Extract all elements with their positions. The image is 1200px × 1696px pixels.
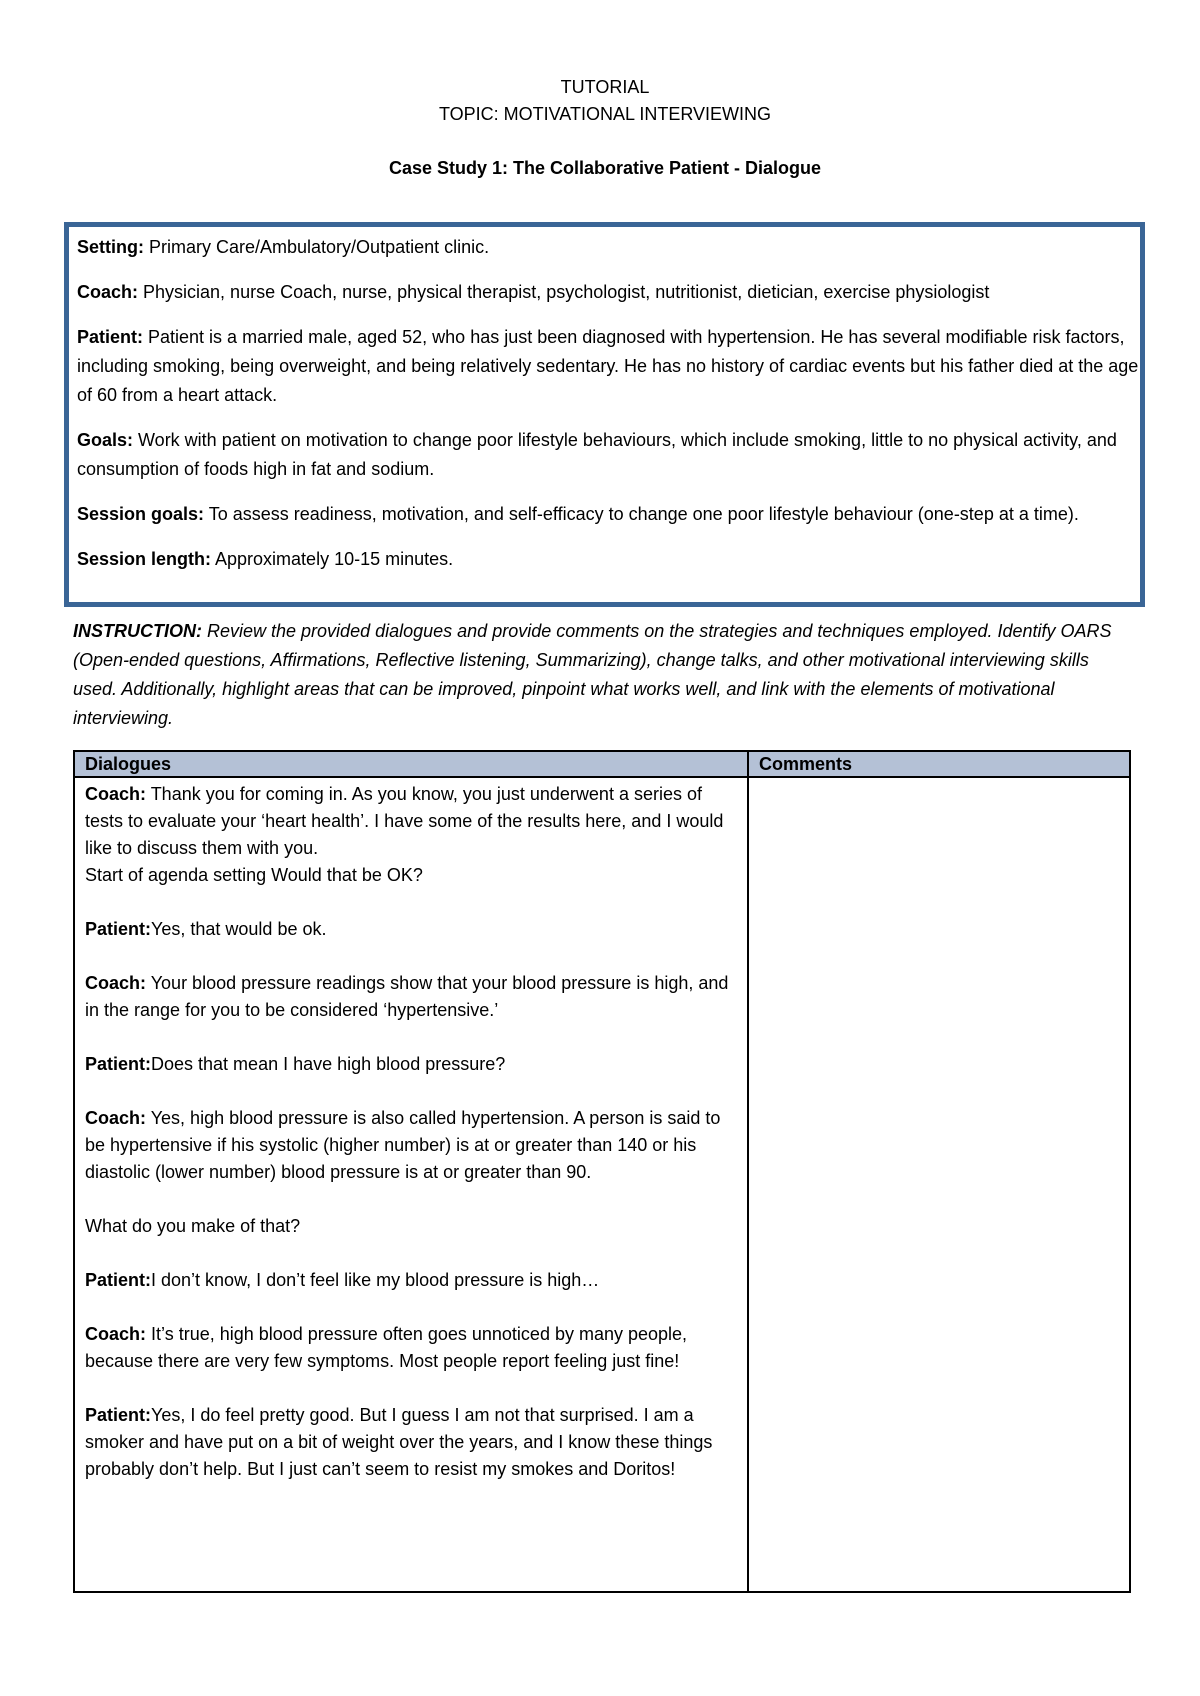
dialogue-text: Yes, high blood pressure is also called hypertension. A person is said to be hypertensive if his systolic (higher number) is at or greater than 140 or his diastolic (lower number) blood pressure is at or greater than 90. — [85, 1108, 721, 1182]
dialogue-text: Does that mean I have high blood pressure? — [151, 1054, 506, 1074]
topic-heading: TOPIC: MOTIVATIONAL INTERVIEWING — [438, 104, 772, 124]
instruction-text: Review the provided dialogues and provide comments on the strategies and techniques employed. Identify OARS (Open-ended questions, Affirmations, Reflective listening, Summarizing), change talks, and other motivational interviewing skills used. Additionally, highlight areas that can be improved, pinpoint what works well, and link with the elements of motivational interviewing. — [73, 621, 1112, 728]
speaker-label: Coach: — [85, 973, 147, 993]
goals-line — [77, 426, 1140, 484]
session-length-text: Approximately 10-15 minutes. — [211, 549, 454, 569]
instruction-paragraph — [73, 617, 1133, 733]
dialogue-text: Your blood pressure readings show that your blood pressure is high, and in the range for you to be considered ‘hypertensive.’ — [85, 973, 729, 1020]
dialogue-text: Yes, that would be ok. — [151, 919, 327, 939]
speaker-label: Coach: — [85, 784, 147, 804]
tutorial-heading: TUTORIAL — [560, 77, 650, 97]
session-goals-line — [77, 500, 1140, 529]
dialogues-cell — [74, 777, 748, 1592]
comments-column-header: Comments — [748, 751, 1130, 777]
speaker-label: Patient: — [85, 1270, 152, 1290]
session-length-label: Session length: — [77, 549, 212, 569]
dialogue-text: Thank you for coming in. As you know, you just underwent a series of tests to evaluate your ‘heart health’. I have some of the results here, and I would like to discuss them with you. — [85, 784, 724, 858]
dialogue-text: I don’t know, I don’t feel like my blood pressure is high… — [151, 1270, 600, 1290]
patient-text: Patient is a married male, aged 52, who has just been diagnosed with hypertension. He has several modifiable risk factors, including smoking, being overweight, and being relatively sedentary. He has no history of cardiac events but his father died at the age of 60 from a heart attack. — [77, 327, 1139, 405]
session-goals-label: Session goals: — [77, 504, 205, 524]
patient-label: Patient: — [77, 327, 144, 347]
coach-line — [77, 278, 1140, 307]
instruction-label: INSTRUCTION: — [73, 621, 202, 641]
dialogue-turn — [85, 916, 737, 943]
coach-label: Coach: — [77, 282, 139, 302]
speaker-label: Coach: — [85, 1108, 147, 1128]
session-length-line — [77, 545, 1140, 574]
comments-cell[interactable] — [748, 777, 1130, 1592]
table-header-row — [74, 751, 1130, 777]
dialogue-turn — [85, 970, 737, 1024]
case-info-box — [64, 222, 1145, 607]
dialogue-turn — [85, 1105, 737, 1186]
dialogue-line: What do you make of that? — [85, 1216, 301, 1236]
dialogue-turn — [85, 781, 737, 862]
dialogue-text: It’s true, high blood pressure often goes unnoticed by many people, because there are very few symptoms. Most people report feeling just fine! — [85, 1324, 688, 1371]
patient-line — [77, 323, 1140, 410]
speaker-label: Patient: — [85, 919, 152, 939]
speaker-label: Patient: — [85, 1405, 152, 1425]
goals-label: Goals: — [77, 430, 134, 450]
coach-text: Physician, nurse Coach, nurse, physical therapist, psychologist, nutritionist, dietician, exercise physiologist — [138, 282, 990, 302]
session-goals-text: To assess readiness, motivation, and self-efficacy to change one poor lifestyle behaviour (one-step at a time). — [204, 504, 1079, 524]
setting-label: Setting: — [77, 237, 144, 257]
dialogue-turn — [85, 1051, 737, 1078]
dialogues-column-header: Dialogues — [74, 751, 748, 777]
setting-text: Primary Care/Ambulatory/Outpatient clinic. — [144, 237, 490, 257]
case-study-title: Case Study 1: The Collaborative Patient - Dialogue — [388, 158, 822, 178]
dialogue-text: Yes, I do feel pretty good. But I guess I am not that surprised. I am a smoker and have put on a bit of weight over the years, and I know these things probably don’t help. But I just can’t seem to resist my smokes and Doritos! — [85, 1405, 713, 1479]
speaker-label: Coach: — [85, 1324, 147, 1344]
goals-text: Work with patient on motivation to change poor lifestyle behaviours, which include smoking, little to no physical activity, and consumption of foods high in fat and sodium. — [77, 430, 1117, 479]
dialogue-table — [73, 750, 1131, 1593]
dialogue-turn — [85, 1321, 737, 1375]
table-row — [74, 777, 1130, 1592]
dialogue-turn — [85, 1402, 737, 1483]
setting-line — [77, 233, 1140, 262]
dialogue-turn — [85, 1267, 737, 1294]
speaker-label: Patient: — [85, 1054, 152, 1074]
dialogue-line: Start of agenda setting Would that be OK? — [85, 865, 423, 885]
document-header — [0, 74, 1200, 182]
